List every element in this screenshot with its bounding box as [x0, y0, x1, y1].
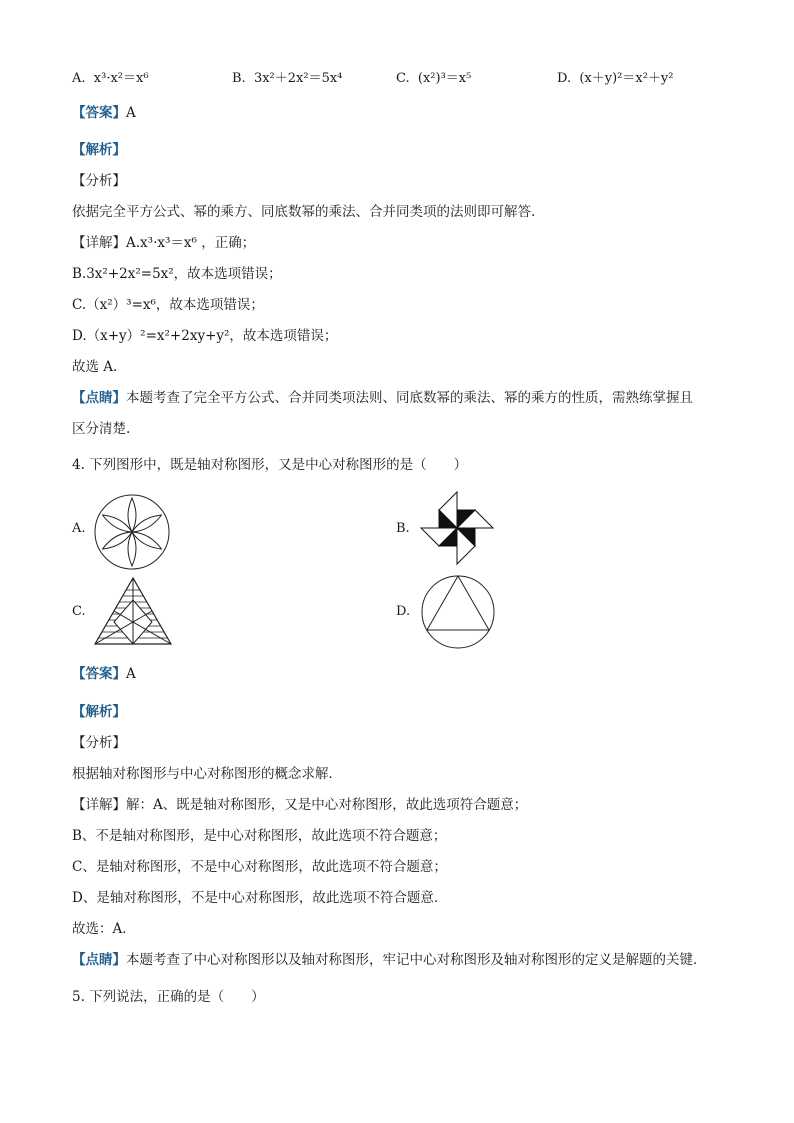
option-text: (x²)³＝x⁵	[417, 71, 472, 86]
option-text: 3x²＋2x²＝5x⁴	[253, 71, 343, 86]
q4-answer	[72, 665, 136, 683]
q4-stem: 4. 下列图形中，既是轴对称图形，又是中心对称图形的是（ ）	[72, 457, 468, 473]
answer-tag: 【答案】	[72, 105, 126, 121]
q3-comment-continued: 区分清楚.	[72, 421, 131, 437]
analysis-tag: 【解析】	[72, 704, 126, 720]
q3-option-a	[72, 67, 149, 86]
option-letter: A.	[72, 71, 86, 86]
figure-c-triangle	[92, 576, 174, 648]
figure-a-flower	[92, 492, 172, 572]
q3-detail-line-2: B.3x²+2x²=5x²，故本选项错误；	[72, 266, 282, 282]
q5-stem: 5. 下列说法，正确的是（ ）	[72, 989, 265, 1005]
q3-option-d	[557, 67, 674, 86]
comment-tag: 【点睛】	[72, 952, 126, 968]
q3-fenxi-heading	[72, 172, 126, 190]
figure-b-pinwheel	[418, 490, 496, 566]
q4-comment	[72, 951, 707, 969]
fenxi-tag: 【分析】	[72, 173, 126, 189]
option-letter: C.	[396, 71, 410, 86]
answer-value: A	[126, 666, 136, 682]
q3-option-c	[396, 67, 471, 86]
detail-text: A.x³·x³＝x⁶ ，正确；	[126, 235, 256, 251]
q3-detail-line-3: C.（x²）³=x⁶，故本选项错误；	[72, 297, 264, 313]
detail-text: 解：A、既是轴对称图形，又是中心对称图形，故此选项符合题意；	[126, 797, 528, 813]
detail-tag: 【详解】	[72, 235, 126, 251]
q3-fenxi-text: 依据完全平方公式、幂的乘方、同底数幂的乘法、合并同类项的法则即可解答.	[72, 204, 536, 220]
comment-text: 本题考查了完全平方公式、合并同类项法则、同底数幂的乘法、幂的乘方的性质，需熟练掌握且	[126, 390, 693, 406]
q3-answer	[72, 104, 136, 122]
figure-c-label: C.	[72, 604, 86, 619]
figure-a-label: A.	[72, 521, 86, 536]
option-text: (x＋y)²＝x²＋y²	[579, 71, 674, 86]
q4-analysis-heading	[72, 703, 126, 721]
q4-detail-line-4: D、是轴对称图形，不是中心对称图形，故此选项不符合题意．	[72, 890, 448, 906]
figure-d-label: D.	[396, 604, 411, 619]
q4-detail-line-1	[72, 796, 527, 814]
q4-detail-line-3: C、是轴对称图形，不是中心对称图形，故此选项不符合题意；	[72, 859, 447, 875]
figure-d-circle-triangle	[420, 574, 496, 650]
q4-conclusion: 故选：A．	[72, 921, 136, 937]
comment-tag: 【点睛】	[72, 390, 126, 406]
answer-value: A	[126, 105, 136, 121]
q4-detail-line-2: B、不是轴对称图形，是中心对称图形，故此选项不符合题意；	[72, 828, 447, 844]
q3-comment	[72, 389, 693, 407]
answer-tag: 【答案】	[72, 666, 126, 682]
figure-b-label: B.	[396, 521, 410, 536]
comment-text: 本题考查了中心对称图形以及轴对称图形，牢记中心对称图形及轴对称图形的定义是解题的关键．	[126, 952, 707, 968]
q3-detail-line-4: D.（x+y）²=x²+2xy+y²，故本选项错误；	[72, 328, 338, 344]
q3-detail-line-1	[72, 234, 255, 252]
q3-conclusion: 故选 A.	[72, 359, 118, 375]
option-letter: D.	[557, 71, 572, 86]
q3-analysis-heading	[72, 141, 126, 159]
fenxi-tag: 【分析】	[72, 735, 126, 751]
q4-fenxi-text: 根据轴对称图形与中心对称图形的概念求解．	[72, 766, 342, 782]
option-text: x³·x²＝x⁶	[93, 71, 149, 86]
q4-fenxi-heading	[72, 734, 126, 752]
q3-option-b	[232, 67, 342, 86]
option-letter: B.	[232, 71, 246, 86]
analysis-tag: 【解析】	[72, 142, 126, 158]
detail-tag: 【详解】	[72, 797, 126, 813]
